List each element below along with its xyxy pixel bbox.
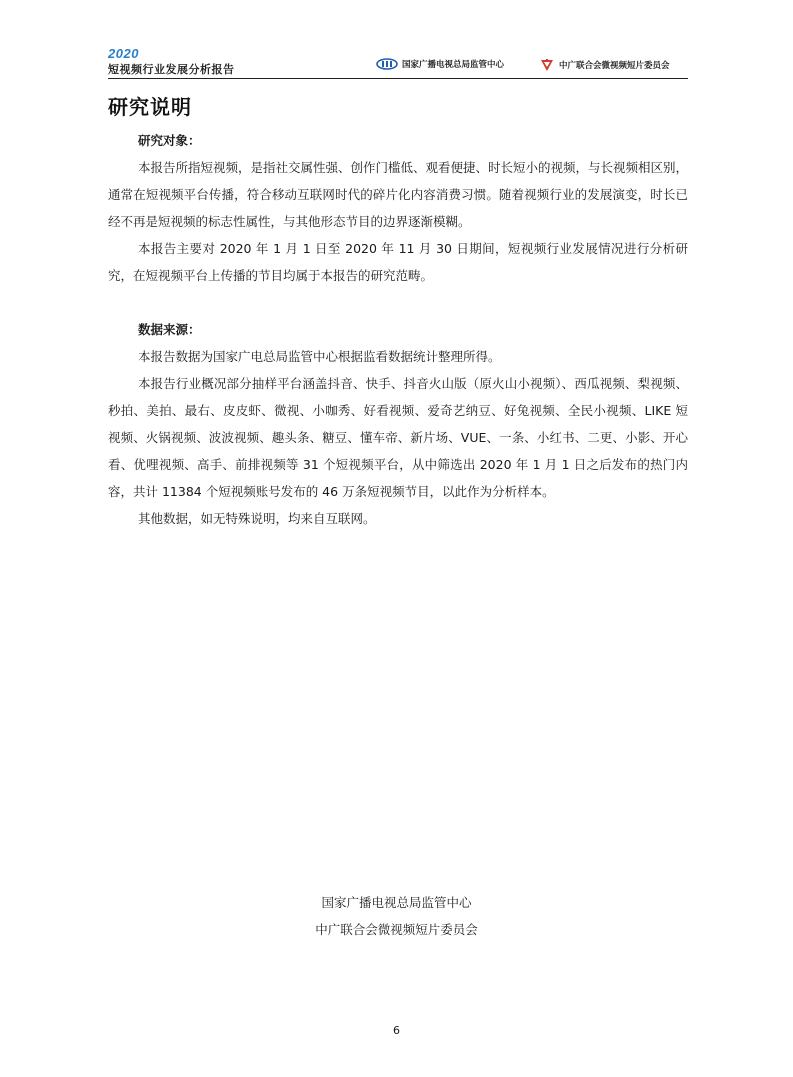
paragraph: 本报告主要对 2020 年 1 月 1 日至 2020 年 11 月 30 日期间，短视频行业发展情况进行分析研究，在短视频平台上传播的节目均属于本报告的研究范畴。 xyxy=(108,241,688,283)
section-heading-research-object: 研究对象： xyxy=(138,133,201,148)
main-content xyxy=(108,127,688,532)
nrta-logo-icon xyxy=(376,58,398,70)
header-year: 2020 xyxy=(108,46,139,61)
header-org1 xyxy=(376,58,504,70)
header-org2-label: 中广联合会微视频短片委员会 xyxy=(559,61,670,71)
paragraph: 其他数据，如无特殊说明，均来自互联网。 xyxy=(138,511,376,526)
section-heading-data-source: 数据来源： xyxy=(138,322,201,337)
footer-organizations xyxy=(0,889,793,943)
page-header xyxy=(108,44,688,79)
paragraph: 本报告数据为国家广电总局监管中心根据监看数据统计整理所得。 xyxy=(138,349,501,364)
cfrta-logo-icon xyxy=(540,58,554,72)
paragraph: 本报告行业概况部分抽样平台涵盖抖音、快手、抖音火山版（原火山小视频）、西瓜视频、梨视频、秒拍、美拍、最右、皮皮虾、微视、小咖秀、好看视频、爱奇艺纳豆、好兔视频、全民小视频、LIKE 短视频、火锅视频、波波视频、趣头条、糖豆、懂车帝、新片场、VUE、一条、小红书、二更、小影、开心看、优哩视频、高手、前排视频等 31 个短视频平台，从中筛选出 2020 年 1 月 1 日之后发布的热门内容，共计 11384 个短视频账号发布的 46 万条短视频节目，以此作为分析样本。 xyxy=(108,376,688,499)
footer-org2: 中广联合会微视频短片委员会 xyxy=(315,922,478,937)
page-title: 研究说明 xyxy=(108,95,192,119)
footer-org1: 国家广播电视总局监管中心 xyxy=(321,895,472,910)
header-org1-label: 国家广播电视总局监管中心 xyxy=(402,60,505,70)
header-org2 xyxy=(540,58,670,72)
page-number: 6 xyxy=(393,1024,400,1037)
header-report-name: 短视频行业发展分析报告 xyxy=(108,63,235,76)
paragraph: 本报告所指短视频，是指社交属性强、创作门槛低、观看便捷、时长短小的视频，与长视频相区别，通常在短视频平台传播，符合移动互联网时代的碎片化内容消费习惯。随着视频行业的发展演变，时长已经不再是短视频的标志性属性，与其他形态节目的边界逐渐模糊。 xyxy=(108,160,689,229)
